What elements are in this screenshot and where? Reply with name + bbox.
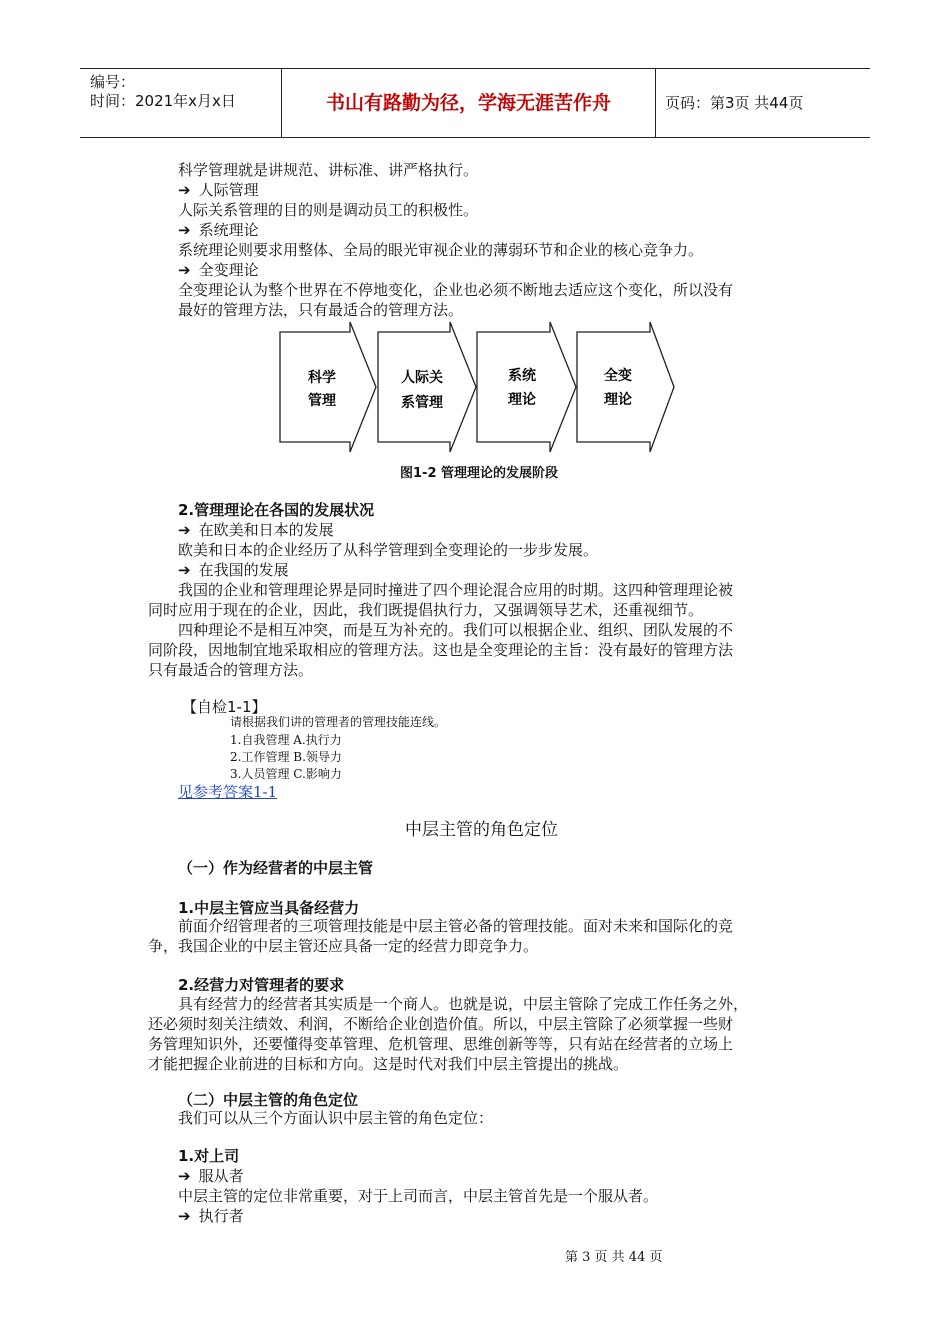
page-footer: 第 3 页 共 44 页 <box>565 1250 663 1265</box>
intro-paragraph: 全变理论认为整个世界在不停地变化，企业也必须不断地去适应这个变化，所以没有 <box>178 281 734 299</box>
paragraph: 同时应用于现在的企业，因此，我们既提倡执行力，又强调领导艺术，还重视细节。 <box>148 601 704 619</box>
bullet-label: 在欧美和日本的发展 <box>198 521 334 539</box>
bullet-label: 人际管理 <box>198 181 259 199</box>
stage-1-line1: 科学 <box>308 370 336 386</box>
paragraph: 前面介绍管理者的三项管理技能是中层主管必备的管理技能。面对未来和国际化的竞 <box>178 917 734 935</box>
bullet-item <box>178 520 334 540</box>
intro-paragraph: 系统理论则要求用整体、全局的眼光审视企业的薄弱环节和企业的核心竞争力。 <box>178 241 704 259</box>
stage-2-line1: 人际关 <box>401 370 443 386</box>
arrow-icon: ➔ <box>178 261 191 279</box>
part-heading: （一）作为经营者的中层主管 <box>178 859 374 877</box>
bullet-label: 系统理论 <box>198 221 259 239</box>
paragraph: 同阶段，因地制宜地采取相应的管理方法。这也是全变理论的主旨：没有最好的管理方法 <box>148 641 734 659</box>
arrow-icon: ➔ <box>178 521 191 539</box>
paragraph: 欧美和日本的企业经历了从科学管理到全变理论的一步步发展。 <box>178 541 599 559</box>
header-motto: 书山有路勤为径，学海无涯苦作舟 <box>282 69 656 137</box>
stage-arrow-1 <box>280 322 376 452</box>
bullet-item <box>178 260 259 280</box>
paragraph: 才能把握企业前进的目标和方向。这是时代对我们中层主管提出的挑战。 <box>148 1055 629 1073</box>
selfcheck-item: 2.工作管理 B.领导力 <box>230 750 342 764</box>
bullet-label: 在我国的发展 <box>198 561 289 579</box>
subsection-heading: 2.经营力对管理者的要求 <box>178 976 345 994</box>
stage-arrow-4 <box>577 322 674 452</box>
intro-paragraph: 最好的管理方法，只有最适合的管理方法。 <box>178 301 464 319</box>
intro-paragraph: 人际关系管理的目的则是调动员工的积极性。 <box>178 201 479 219</box>
bullet-item <box>178 560 289 580</box>
arrow-icon: ➔ <box>178 221 191 239</box>
header-page-label: 页码：第3页 共44页 <box>665 94 804 112</box>
paragraph: 具有经营力的经营者其实质是一个商人。也就是说，中层主管除了完成工作任务之外， <box>178 995 749 1013</box>
stage-4-line1: 全变 <box>604 368 632 384</box>
bullet-label: 服从者 <box>198 1167 244 1185</box>
number-label: 编号： <box>90 73 136 91</box>
figure-caption: 图1-2 管理理论的发展阶段 <box>400 466 559 481</box>
paragraph: 我国的企业和管理理论界是同时撞进了四个理论混合应用的时期。这四种管理理论被 <box>178 581 734 599</box>
stages-diagram <box>270 320 680 455</box>
stage-1-line2: 管理 <box>308 393 336 409</box>
bullet-item <box>178 1166 244 1186</box>
paragraph: 只有最适合的管理方法。 <box>148 661 314 679</box>
bullet-item <box>178 180 259 200</box>
bullet-label: 全变理论 <box>198 261 259 279</box>
stage-3-line1: 系统 <box>508 368 536 384</box>
paragraph: 我们可以从三个方面认识中层主管的角色定位： <box>178 1109 494 1127</box>
selfcheck-prompt: 请根据我们讲的管理者的管理技能连线。 <box>230 715 447 729</box>
paragraph: 四种理论不是相互冲突，而是互为补充的。我们可以根据企业、组织、团队发展的不 <box>178 621 734 639</box>
stage-arrow-3 <box>477 322 576 452</box>
chapter-title: 中层主管的角色定位 <box>405 820 558 840</box>
stage-2-line2: 系管理 <box>401 395 443 411</box>
bullet-label: 执行者 <box>198 1207 244 1225</box>
paragraph: 还必须时刻关注绩效、利润，不断给企业创造价值。所以，中层主管除了必须掌握一些财 <box>148 1015 734 1033</box>
paragraph: 中层主管的定位非常重要，对于上司而言，中层主管首先是一个服从者。 <box>178 1187 659 1205</box>
subsection-heading: 1.对上司 <box>178 1147 240 1165</box>
subsection-heading: 1.中层主管应当具备经营力 <box>178 899 360 917</box>
stage-4-line2: 理论 <box>604 392 632 408</box>
arrow-icon: ➔ <box>178 1207 191 1225</box>
header-meta <box>80 69 282 137</box>
arrow-icon: ➔ <box>178 561 191 579</box>
stage-3-line2: 理论 <box>508 392 536 408</box>
answer-link[interactable]: 见参考答案1-1 <box>178 783 278 801</box>
intro-paragraph: 科学管理就是讲规范、讲标准、讲严格执行。 <box>178 161 479 179</box>
arrow-icon: ➔ <box>178 1167 191 1185</box>
page-header <box>80 68 870 138</box>
stage-arrow-2 <box>378 322 476 452</box>
selfcheck-title: 【自检1-1】 <box>182 698 267 716</box>
section-heading: 2.管理理论在各国的发展状况 <box>178 501 375 519</box>
part-heading: （二）中层主管的角色定位 <box>178 1091 359 1109</box>
bullet-item <box>178 1206 244 1226</box>
bullet-item <box>178 220 259 240</box>
arrow-icon: ➔ <box>178 181 191 199</box>
time-label: 时间：2021年x月x日 <box>90 92 236 110</box>
selfcheck-item: 1.自我管理 A.执行力 <box>230 733 342 747</box>
paragraph: 争，我国企业的中层主管还应具备一定的经营力即竞争力。 <box>148 937 539 955</box>
paragraph: 务管理知识外，还要懂得变革管理、危机管理、思维创新等等，只有站在经营者的立场上 <box>148 1035 734 1053</box>
selfcheck-item: 3.人员管理 C.影响力 <box>230 767 342 781</box>
